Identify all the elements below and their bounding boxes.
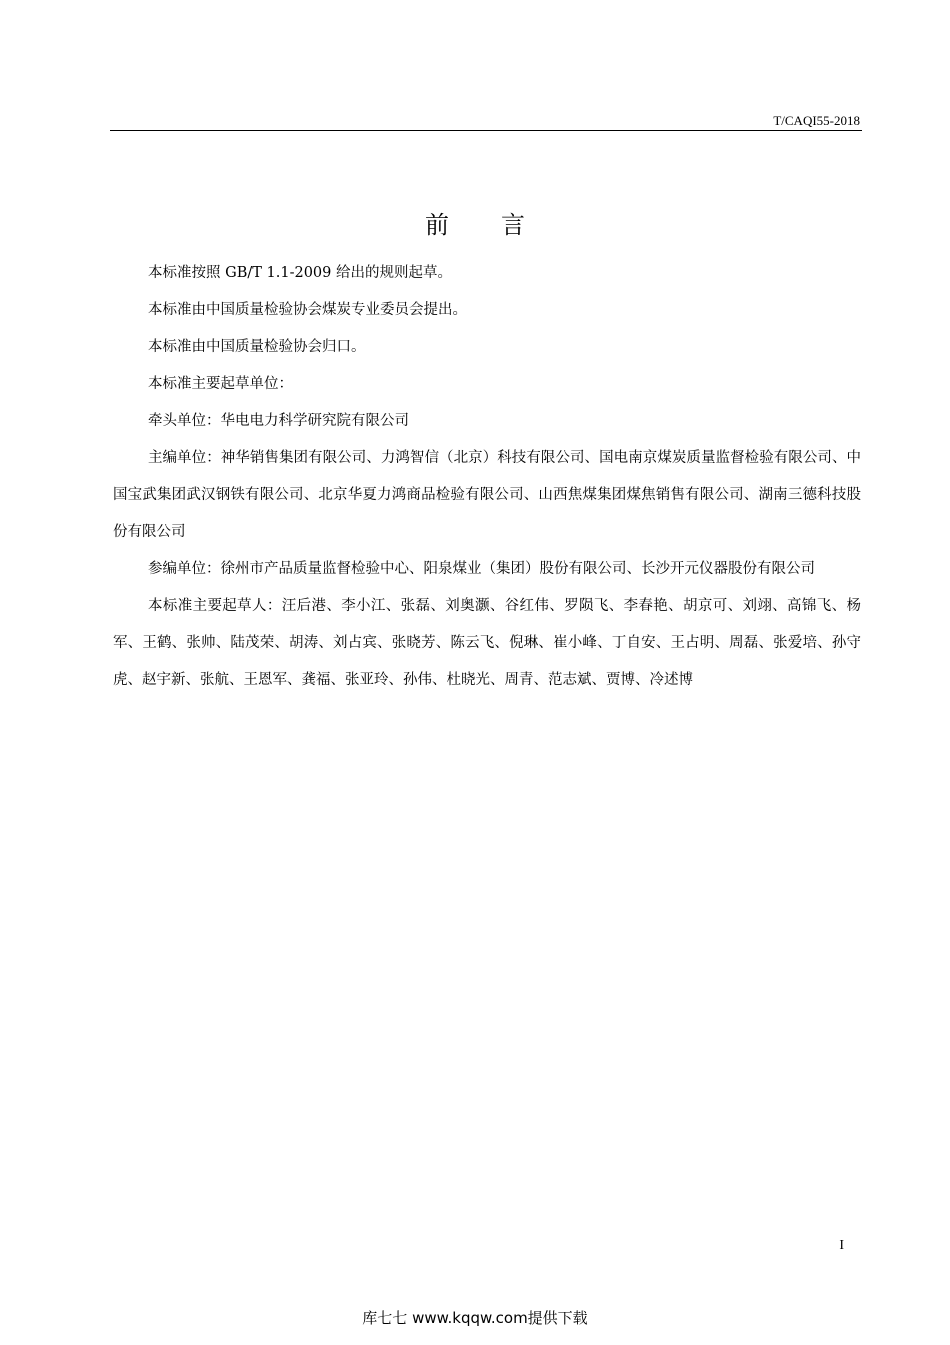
paragraph-proposer: 本标准由中国质量检验协会煤炭专业委员会提出。 bbox=[148, 302, 467, 318]
page-title: 前言 bbox=[425, 211, 577, 239]
document-body bbox=[113, 255, 861, 699]
paragraph-drafting-units-heading: 本标准主要起草单位： bbox=[148, 376, 293, 392]
standard-code: T/CAQI55-2018 bbox=[773, 113, 860, 128]
paragraph-drafters: 本标准主要起草人：汪后港、李小江、张磊、刘奥灏、谷红伟、罗陨飞、李春艳、胡京可、刘翊、高锦飞、杨军、王鹤、张帅、陆茂荣、胡涛、刘占宾、张晓芳、陈云飞、倪琳、崔小峰、丁自安、王占明、周磊、张爱培、孙守虎、赵宇新、张航、王恩军、龚福、张亚玲、孙伟、杜晓光、周青、范志斌、贾博、冷述博 bbox=[113, 598, 861, 688]
paragraph-chief-units: 主编单位：神华销售集团有限公司、力鸿智信（北京）科技有限公司、国电南京煤炭质量监督检验有限公司、中国宝武集团武汉钢铁有限公司、北京华夏力鸿商品检验有限公司、山西焦煤集团煤焦销售有限公司、湖南三德科技股份有限公司 bbox=[113, 450, 861, 540]
paragraph-drafting-rules: 本标准按照 GB/T 1.1-2009 给出的规则起草。 bbox=[148, 265, 452, 281]
paragraph-lead-unit: 牵头单位：华电电力科学研究院有限公司 bbox=[148, 413, 409, 429]
download-watermark: 库七七 www.kqqw.com提供下载 bbox=[362, 1309, 588, 1327]
header-divider bbox=[110, 130, 862, 131]
page-number: I bbox=[839, 1238, 844, 1253]
paragraph-participating-units: 参编单位：徐州市产品质量监督检验中心、阳泉煤业（集团）股份有限公司、长沙开元仪器股份有限公司 bbox=[148, 561, 815, 577]
paragraph-centralized-unit: 本标准由中国质量检验协会归口。 bbox=[148, 339, 366, 355]
